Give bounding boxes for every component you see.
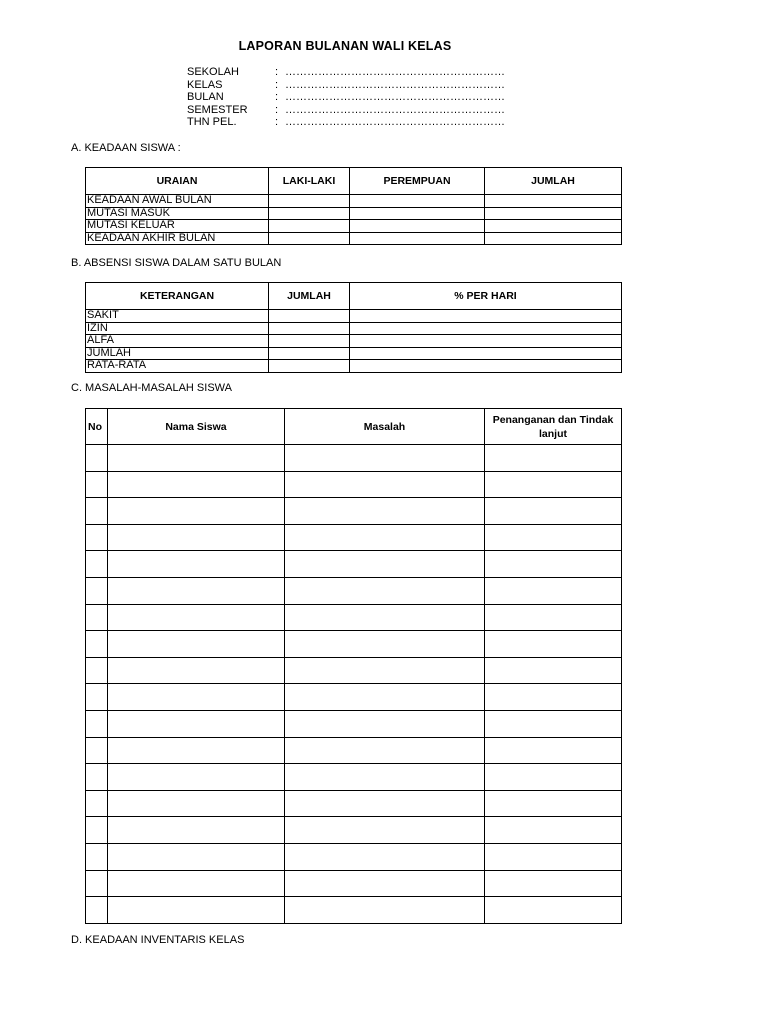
table-row — [86, 790, 622, 817]
table-row — [86, 220, 622, 233]
row-label: MUTASI MASUK — [86, 207, 269, 220]
input-cell[interactable] — [269, 322, 350, 335]
input-cell[interactable] — [485, 524, 622, 551]
table-masalah-siswa — [85, 408, 622, 924]
input-cell[interactable] — [285, 577, 485, 604]
table-row — [86, 764, 622, 791]
table-row — [86, 870, 622, 897]
row-label: KEADAAN AWAL BULAN — [86, 195, 269, 208]
table-row — [86, 524, 622, 551]
table-row — [86, 335, 622, 348]
input-cell[interactable] — [485, 232, 622, 245]
table-row — [86, 232, 622, 245]
row-label: MUTASI KELUAR — [86, 220, 269, 233]
input-cell[interactable] — [108, 498, 285, 525]
col-header-masalah: Masalah — [285, 409, 485, 445]
table-header-row — [86, 409, 622, 445]
input-cell[interactable] — [285, 445, 485, 472]
input-cell[interactable] — [86, 577, 108, 604]
identity-label: BULAN — [187, 91, 224, 104]
input-cell[interactable] — [108, 604, 285, 631]
input-cell[interactable] — [108, 897, 285, 924]
table-row — [86, 471, 622, 498]
input-cell[interactable] — [86, 790, 108, 817]
table-header-row — [86, 168, 622, 195]
row-label: JUMLAH — [86, 347, 269, 360]
input-cell[interactable] — [86, 764, 108, 791]
input-cell[interactable] — [485, 498, 622, 525]
input-cell[interactable] — [485, 790, 622, 817]
col-header-uraian: URAIAN — [86, 168, 269, 195]
input-cell[interactable] — [350, 195, 485, 208]
table-row — [86, 360, 622, 373]
table-row — [86, 551, 622, 578]
input-cell[interactable] — [285, 737, 485, 764]
col-header-laki-laki: LAKI-LAKI — [269, 168, 350, 195]
input-cell[interactable] — [285, 764, 485, 791]
input-cell[interactable] — [86, 737, 108, 764]
input-cell[interactable] — [485, 577, 622, 604]
input-cell[interactable] — [108, 445, 285, 472]
table-row — [86, 631, 622, 658]
input-cell[interactable] — [269, 195, 350, 208]
col-header-penanganan: Penanganan dan Tindak lanjut — [485, 409, 622, 445]
input-cell[interactable] — [86, 710, 108, 737]
input-cell[interactable] — [108, 524, 285, 551]
input-cell[interactable] — [86, 551, 108, 578]
col-header-nama-siswa: Nama Siswa — [108, 409, 285, 445]
row-label: RATA-RATA — [86, 360, 269, 373]
input-cell[interactable] — [108, 790, 285, 817]
col-header-jumlah: JUMLAH — [269, 283, 350, 310]
input-cell[interactable] — [269, 335, 350, 348]
input-cell[interactable] — [485, 604, 622, 631]
input-cell[interactable] — [485, 195, 622, 208]
col-header-perempuan: PEREMPUAN — [350, 168, 485, 195]
table-row — [86, 577, 622, 604]
input-cell[interactable] — [86, 870, 108, 897]
table-row — [86, 445, 622, 472]
input-cell[interactable] — [485, 657, 622, 684]
table-row — [86, 897, 622, 924]
input-cell[interactable] — [86, 445, 108, 472]
input-cell[interactable] — [269, 207, 350, 220]
input-cell[interactable] — [86, 498, 108, 525]
table-row — [86, 737, 622, 764]
input-cell[interactable] — [269, 220, 350, 233]
identity-label: THN PEL. — [187, 116, 237, 129]
input-cell[interactable] — [86, 471, 108, 498]
identity-row-thn-pel — [187, 116, 505, 129]
table-row — [86, 710, 622, 737]
input-cell[interactable] — [285, 657, 485, 684]
identity-block — [187, 66, 505, 129]
input-cell[interactable] — [485, 897, 622, 924]
table-body — [86, 445, 622, 924]
row-label: KEADAAN AKHIR BULAN — [86, 232, 269, 245]
input-cell[interactable] — [108, 764, 285, 791]
input-cell[interactable] — [285, 897, 485, 924]
table-row — [86, 498, 622, 525]
identity-row-bulan — [187, 91, 505, 104]
input-cell[interactable] — [269, 360, 350, 373]
identity-row-kelas — [187, 79, 505, 92]
table-row — [86, 684, 622, 711]
input-cell[interactable] — [485, 870, 622, 897]
input-cell[interactable] — [350, 322, 622, 335]
table-row — [86, 207, 622, 220]
row-label: ALFA — [86, 335, 269, 348]
input-cell[interactable] — [108, 870, 285, 897]
input-cell[interactable] — [108, 577, 285, 604]
table-row — [86, 347, 622, 360]
input-cell[interactable] — [285, 551, 485, 578]
row-label: SAKIT — [86, 310, 269, 323]
input-cell[interactable] — [350, 310, 622, 323]
identity-colon: : — [275, 103, 279, 116]
input-cell[interactable] — [350, 360, 622, 373]
section-c-heading: C. MASALAH-MASALAH SISWA — [71, 382, 232, 394]
table-row — [86, 322, 622, 335]
input-cell[interactable] — [350, 232, 485, 245]
identity-row-sekolah — [187, 66, 505, 79]
input-cell[interactable] — [86, 897, 108, 924]
identity-colon: : — [275, 66, 279, 78]
input-cell[interactable] — [269, 347, 350, 360]
col-header-keterangan: KETERANGAN — [86, 283, 269, 310]
input-cell[interactable] — [485, 207, 622, 220]
input-cell[interactable] — [86, 604, 108, 631]
section-a-heading: A. KEADAAN SISWA : — [71, 142, 181, 154]
table-row — [86, 817, 622, 844]
col-header-jumlah: JUMLAH — [485, 168, 622, 195]
input-cell[interactable] — [108, 551, 285, 578]
identity-fill-line: …………………………………………………… — [285, 66, 505, 78]
input-cell[interactable] — [285, 524, 485, 551]
identity-colon: : — [275, 91, 279, 104]
input-cell[interactable] — [108, 471, 285, 498]
input-cell[interactable] — [285, 604, 485, 631]
input-cell[interactable] — [285, 790, 485, 817]
identity-label: SEMESTER — [187, 103, 248, 116]
input-cell[interactable] — [285, 710, 485, 737]
input-cell[interactable] — [285, 498, 485, 525]
input-cell[interactable] — [485, 817, 622, 844]
input-cell[interactable] — [485, 631, 622, 658]
report-title: LAPORAN BULANAN WALI KELAS — [238, 39, 452, 53]
identity-fill-line: …………………………………………………… — [285, 78, 505, 91]
section-b-heading: B. ABSENSI SISWA DALAM SATU BULAN — [71, 257, 282, 269]
input-cell[interactable] — [108, 737, 285, 764]
table-row — [86, 310, 622, 323]
identity-colon: : — [275, 78, 279, 91]
table-keadaan-siswa — [85, 167, 622, 245]
input-cell[interactable] — [86, 684, 108, 711]
input-cell[interactable] — [86, 631, 108, 658]
input-cell[interactable] — [350, 335, 622, 348]
table-row — [86, 195, 622, 208]
input-cell[interactable] — [485, 220, 622, 233]
table-row — [86, 604, 622, 631]
table-row — [86, 657, 622, 684]
identity-fill-line: …………………………………………………… — [285, 103, 505, 116]
col-header-no: No — [86, 409, 108, 445]
input-cell[interactable] — [108, 843, 285, 870]
input-cell[interactable] — [86, 657, 108, 684]
input-cell[interactable] — [108, 817, 285, 844]
input-cell[interactable] — [485, 471, 622, 498]
identity-fill-line: …………………………………………………… — [285, 91, 505, 104]
identity-label: KELAS — [187, 78, 223, 91]
input-cell[interactable] — [485, 710, 622, 737]
table-absensi-siswa — [85, 282, 622, 373]
identity-colon: : — [275, 116, 279, 129]
input-cell[interactable] — [108, 657, 285, 684]
row-label: IZIN — [86, 322, 269, 335]
input-cell[interactable] — [485, 445, 622, 472]
input-cell[interactable] — [86, 817, 108, 844]
input-cell[interactable] — [485, 737, 622, 764]
input-cell[interactable] — [285, 870, 485, 897]
section-d-heading: D. KEADAAN INVENTARIS KELAS — [71, 934, 245, 946]
identity-fill-line: …………………………………………………… — [285, 116, 505, 129]
input-cell[interactable] — [350, 207, 485, 220]
input-cell[interactable] — [108, 710, 285, 737]
input-cell[interactable] — [86, 524, 108, 551]
input-cell[interactable] — [269, 310, 350, 323]
input-cell[interactable] — [269, 232, 350, 245]
input-cell[interactable] — [485, 684, 622, 711]
input-cell[interactable] — [485, 843, 622, 870]
input-cell[interactable] — [285, 817, 485, 844]
identity-row-semester — [187, 104, 505, 117]
input-cell[interactable] — [285, 471, 485, 498]
input-cell[interactable] — [285, 684, 485, 711]
table-header-row — [86, 283, 622, 310]
table-row — [86, 843, 622, 870]
identity-label: SEKOLAH — [187, 66, 239, 78]
input-cell[interactable] — [485, 764, 622, 791]
input-cell[interactable] — [108, 684, 285, 711]
input-cell[interactable] — [285, 631, 485, 658]
input-cell[interactable] — [350, 347, 622, 360]
input-cell[interactable] — [108, 631, 285, 658]
input-cell[interactable] — [350, 220, 485, 233]
input-cell[interactable] — [86, 843, 108, 870]
input-cell[interactable] — [285, 843, 485, 870]
col-header-persen-per-hari: % PER HARI — [350, 283, 622, 310]
input-cell[interactable] — [485, 551, 622, 578]
